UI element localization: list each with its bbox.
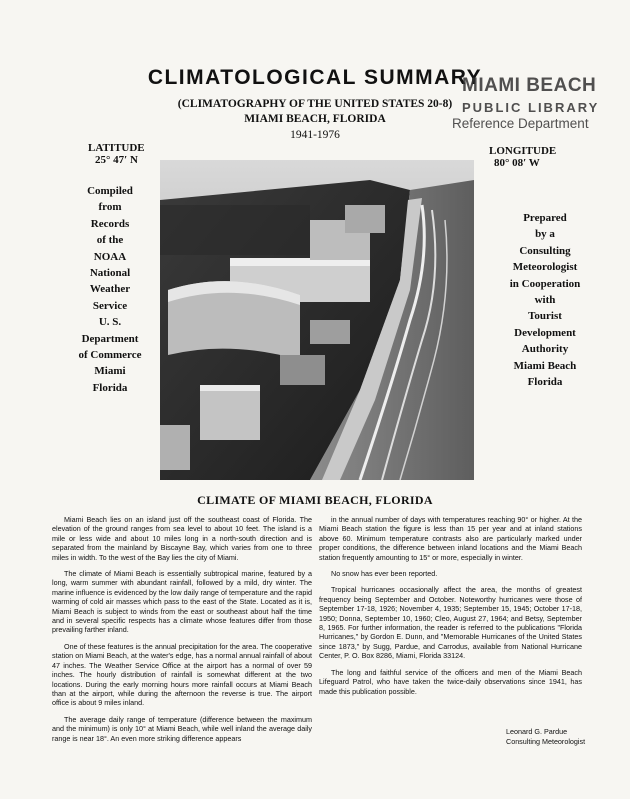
- latitude-label: LATITUDE: [88, 142, 145, 154]
- subtitle: (CLIMATOGRAPHY OF THE UNITED STATES 20-8): [177, 98, 453, 110]
- paragraph: The climate of Miami Beach is essentially subtropical marine, featured by a long, warm summer with abundant rainfall, followed by a mild, dry winter. The marine influence is evidenced by the low daily range of temperature and the rapid warming of cold air masses which pass to the east of the State. Located as it is, Miami Beach is subject to winds from the east or southeast about half the time and in several specific respects has a climate whose features differ from those prevailing farther inland.: [52, 569, 312, 635]
- right-col-line: Authority: [521, 343, 569, 356]
- page-title: CLIMATOLOGICAL SUMMARY: [147, 66, 483, 89]
- right-col-line: in Cooperation: [509, 277, 581, 290]
- location-heading: MIAMI BEACH, FLORIDA: [244, 113, 386, 125]
- signature-block: [506, 727, 585, 746]
- left-col-line: National: [89, 267, 131, 280]
- longitude-label: LONGITUDE: [489, 145, 557, 157]
- body-column-right: [319, 515, 582, 703]
- right-col-line: Meteorologist: [512, 261, 578, 274]
- right-col-line: with: [534, 294, 556, 307]
- compiled-from-column: [60, 183, 160, 396]
- right-col-line: Prepared: [523, 212, 567, 224]
- prepared-by-column: [470, 210, 620, 390]
- left-col-line: Florida: [92, 381, 128, 394]
- left-col-line: of Commerce: [78, 349, 142, 362]
- right-col-line: Miami Beach: [513, 359, 577, 372]
- left-col-line: Weather: [89, 283, 131, 296]
- signature-title: Consulting Meteorologist: [506, 736, 586, 746]
- library-stamp-line1: MIAMI BEACH: [462, 75, 597, 96]
- paragraph: The long and faithful service of the officers and men of the Miami Beach Lifeguard Patrol, who have taken the twice-daily observations since 1941, has made this publication possible.: [319, 667, 582, 696]
- paragraph: in the annual number of days with temperatures reaching 90° or higher. At the Miami Beach station the figure is less than 15 per year and at inland stations above 60. Minimum temperature contrasts also are particularly marked under proper conditions, the difference between inland locations and the Miami Beach station frequently amounting to 15° or more, especially in winter.: [319, 515, 582, 562]
- section-title: CLIMATE OF MIAMI BEACH, FLORIDA: [197, 493, 433, 507]
- left-col-line: from: [98, 201, 122, 214]
- right-col-line: Consulting: [519, 244, 571, 257]
- library-stamp-line2: PUBLIC LIBRARY: [462, 100, 600, 115]
- paragraph: The average daily range of temperature (difference between the maximum and the minimum) is only 10° at Miami Beach, while well inland the average daily range is near 18°. An even more striking difference appears: [52, 714, 312, 743]
- library-stamp-line3: Reference Department: [452, 116, 589, 131]
- paragraph: Tropical hurricanes occasionally affect the area, the months of greatest frequency being September and October. Noteworthy hurricanes were those of September 17-18, 1926; November 4, 1935; September 15, 1945; October 17-18, 1950; Donna, September 10, 1960; Cleo, August 27, 1964; and Betsy, September 8, 1965. For further information, the reader is referred to the publications "Florida Hurricanes," by Gordon E. Dunn, and "Memorable Hurricanes of the United States since 1873," by Sugg, Pardue, and Carrodus, available from National Hurricane Center, P. O. Box 8286, Miami, Florida 33124.: [319, 585, 582, 661]
- signature-name: Leonard G. Pardue: [506, 727, 568, 736]
- paragraph: No snow has ever been reported.: [331, 569, 438, 579]
- paragraph: One of these features is the annual precipitation for the area. The cooperative station on Miami Beach, at the water's edge, has a normal annual rainfall of about 47 inches. The Weather Service Office at the airport has a normal of over 59 inches. The hourly distribution of rainfall is somewhat different at the two locations. During the early morning hours more rainfall occurs at Miami Beach than at the airport, while during the afternoon the reverse is true. The airport office is about 9 miles inland.: [52, 641, 312, 708]
- right-col-line: Tourist: [528, 310, 562, 323]
- left-col-line: Compiled: [87, 185, 133, 197]
- left-col-line: Department: [81, 332, 139, 345]
- left-col-line: Records: [90, 217, 130, 230]
- year-range: 1941-1976: [290, 129, 340, 141]
- body-column-left: [52, 515, 312, 750]
- left-col-line: NOAA: [93, 250, 127, 263]
- paragraph: Miami Beach lies on an island just off the southeast coast of Florida. The elevation of the ground ranges from sea level to about 10 feet. The island is a mile or less wide and about 10 miles long in a north-south direction and is separated from the mainland by Biscayne Bay, which varies from one to three miles in width. To the west of the Bay lies the city of Miami.: [52, 515, 312, 562]
- left-col-line: of the: [96, 234, 124, 247]
- right-col-line: Development: [514, 326, 576, 339]
- right-col-line: by a: [535, 228, 555, 241]
- longitude-value: 80° 08′ W: [494, 157, 540, 169]
- latitude-value: 25° 47′ N: [95, 154, 138, 166]
- aerial-photo: [160, 160, 474, 480]
- left-col-line: Service: [92, 299, 128, 312]
- right-col-line: Florida: [527, 376, 563, 389]
- left-col-line: Miami: [94, 365, 126, 378]
- left-col-line: U. S.: [98, 316, 122, 329]
